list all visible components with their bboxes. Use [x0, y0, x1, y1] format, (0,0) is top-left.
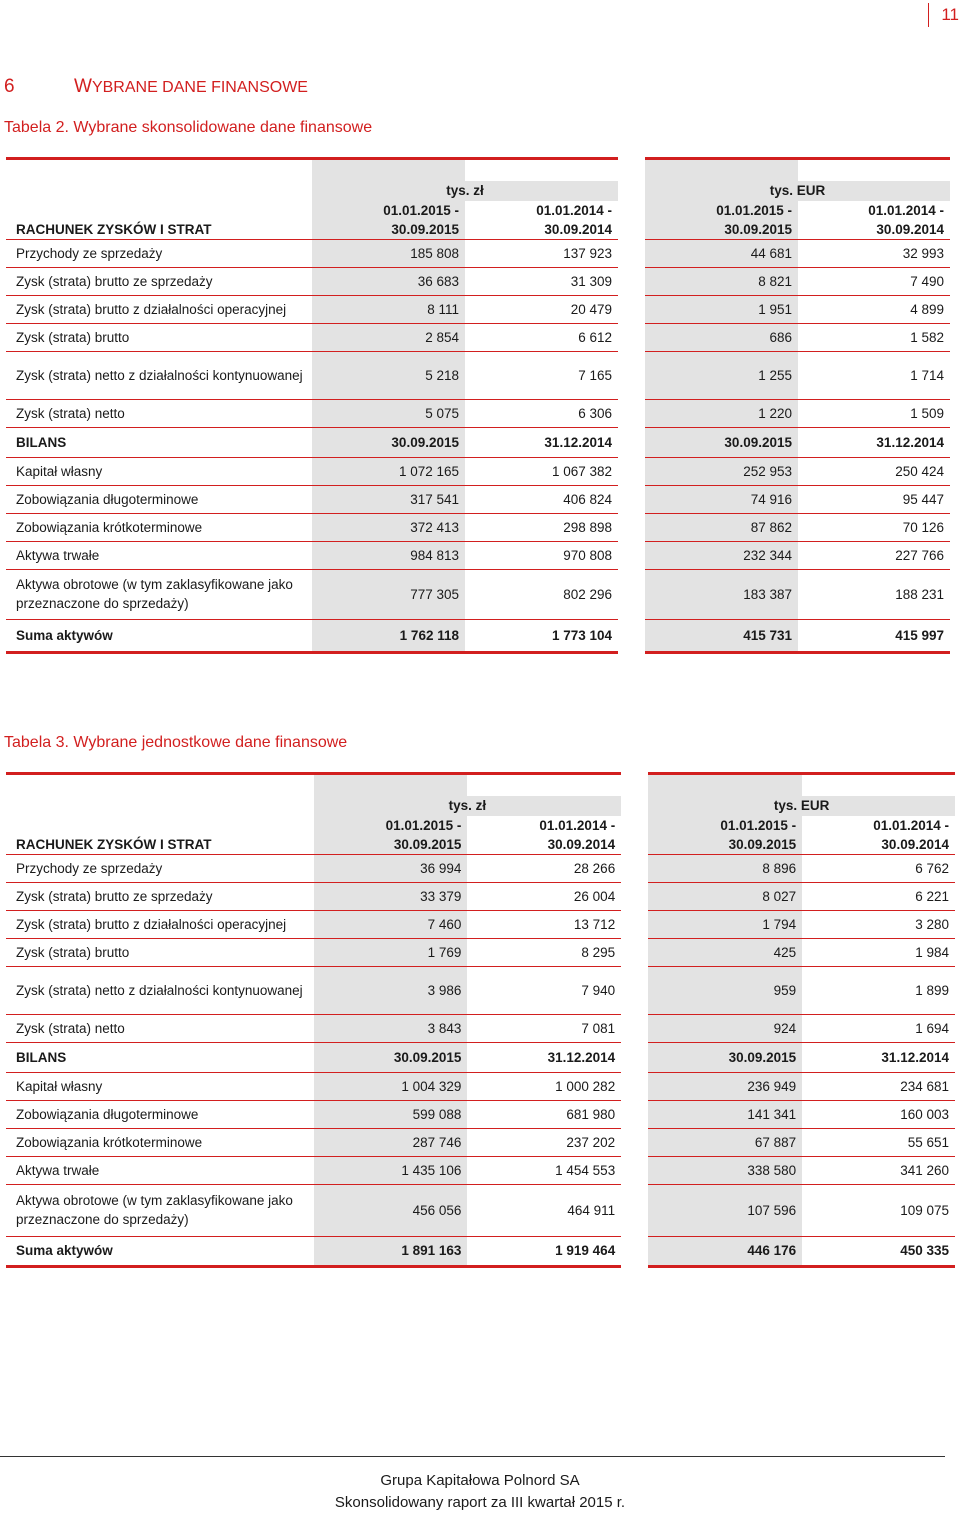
balance-row [6, 1156, 955, 1184]
row-value: 74 916 [645, 485, 798, 513]
row-value: 406 824 [465, 485, 618, 513]
consolidated-financial-table [6, 157, 950, 654]
income-row [6, 882, 955, 910]
row-value: 32 993 [798, 239, 950, 267]
total-value: 1 762 118 [312, 619, 465, 652]
row-value: 959 [648, 966, 802, 1014]
row-value: 160 003 [802, 1100, 955, 1128]
row-value: 1 255 [645, 351, 798, 399]
row-label: Zysk (strata) brutto [6, 938, 314, 966]
row-label: Aktywa trwałe [6, 1156, 314, 1184]
row-value: 7 940 [467, 966, 621, 1014]
balance-row [6, 1128, 955, 1156]
row-value: 6 612 [465, 323, 618, 351]
income-row [6, 323, 950, 351]
row-value: 425 [648, 938, 802, 966]
row-value: 237 202 [467, 1128, 621, 1156]
row-value: 33 379 [314, 882, 468, 910]
row-value: 7 081 [467, 1014, 621, 1042]
footer-company: Grupa Kapitałowa Polnord SA [380, 1472, 580, 1489]
row-value: 1 000 282 [467, 1072, 621, 1100]
row-value: 36 994 [314, 854, 468, 882]
row-value: 6 762 [802, 854, 955, 882]
period-header: 01.01.2015 - 30.09.2015 [648, 816, 802, 855]
balance-date: 31.12.2014 [798, 427, 950, 457]
total-value: 1 773 104 [465, 619, 618, 652]
income-row [6, 854, 955, 882]
footer-divider [0, 1456, 945, 1457]
row-value: 137 923 [465, 239, 618, 267]
row-value: 3 986 [314, 966, 468, 1014]
row-label: Zysk (strata) brutto z działalności operacyjnej [6, 295, 312, 323]
period-header: 01.01.2014 - 30.09.2014 [465, 201, 618, 240]
row-value: 7 460 [314, 910, 468, 938]
row-value: 8 111 [312, 295, 465, 323]
balance-header-row [6, 427, 950, 457]
row-value: 5 075 [312, 399, 465, 427]
total-value: 415 731 [645, 619, 798, 652]
row-value: 188 231 [798, 569, 950, 619]
row-value: 599 088 [314, 1100, 468, 1128]
balance-row [6, 485, 950, 513]
period-header: 01.01.2014 - 30.09.2014 [802, 816, 955, 855]
column-gap [621, 910, 648, 938]
row-label: Przychody ze sprzedaży [6, 854, 314, 882]
column-gap [621, 1128, 648, 1156]
total-value: 1 919 464 [467, 1236, 621, 1266]
income-row [6, 910, 955, 938]
row-value: 777 305 [312, 569, 465, 619]
table2-caption: Tabela 2. Wybrane skonsolidowane dane finansowe [4, 119, 373, 136]
row-value: 970 808 [465, 541, 618, 569]
balance-sheet-header: BILANS [6, 427, 312, 457]
period-header-row [6, 201, 950, 240]
row-value: 5 218 [312, 351, 465, 399]
total-value: 450 335 [802, 1236, 955, 1266]
row-value: 7 490 [798, 267, 950, 295]
unit-eur: tys. EUR [645, 181, 950, 201]
column-gap [621, 1184, 648, 1236]
balance-row [6, 1184, 955, 1236]
balance-date: 30.09.2015 [314, 1042, 468, 1072]
row-value: 141 341 [648, 1100, 802, 1128]
row-value: 1 509 [798, 399, 950, 427]
row-label: Przychody ze sprzedaży [6, 239, 312, 267]
row-value: 109 075 [802, 1184, 955, 1236]
unit-header-row [6, 796, 955, 816]
column-gap [618, 457, 645, 485]
row-value: 44 681 [645, 239, 798, 267]
column-gap [618, 399, 645, 427]
row-value: 338 580 [648, 1156, 802, 1184]
row-label: Zobowiązania długoterminowe [6, 1100, 314, 1128]
row-value: 1 951 [645, 295, 798, 323]
balance-date: 31.12.2014 [467, 1042, 621, 1072]
balance-date: 30.09.2015 [312, 427, 465, 457]
balance-header-row [6, 1042, 955, 1072]
income-row [6, 399, 950, 427]
balance-row [6, 513, 950, 541]
row-value: 236 949 [648, 1072, 802, 1100]
income-row [6, 295, 950, 323]
row-label: Kapitał własny [6, 1072, 314, 1100]
row-label: Kapitał własny [6, 457, 312, 485]
row-label: Zobowiązania krótkoterminowe [6, 513, 312, 541]
period-header: 01.01.2014 - 30.09.2014 [467, 816, 621, 855]
unit-eur: tys. EUR [648, 796, 955, 816]
row-value: 7 165 [465, 351, 618, 399]
row-value: 31 309 [465, 267, 618, 295]
column-gap [621, 1072, 648, 1100]
row-value: 1 067 382 [465, 457, 618, 485]
row-value: 298 898 [465, 513, 618, 541]
period-header-row [6, 816, 955, 855]
column-gap [618, 267, 645, 295]
total-label: Suma aktywów [6, 619, 312, 652]
row-value: 8 027 [648, 882, 802, 910]
column-gap [618, 239, 645, 267]
row-value: 3 843 [314, 1014, 468, 1042]
column-gap [618, 569, 645, 619]
section-title-initial: W [74, 76, 92, 97]
total-assets-row [6, 1236, 955, 1266]
balance-row [6, 457, 950, 485]
row-label: Zysk (strata) brutto z działalności operacyjnej [6, 910, 314, 938]
total-value: 446 176 [648, 1236, 802, 1266]
row-value: 1 454 553 [467, 1156, 621, 1184]
page-number: 11 [928, 3, 960, 27]
row-value: 28 266 [467, 854, 621, 882]
row-value: 802 296 [465, 569, 618, 619]
row-value: 317 541 [312, 485, 465, 513]
row-value: 232 344 [645, 541, 798, 569]
row-value: 252 953 [645, 457, 798, 485]
row-value: 8 896 [648, 854, 802, 882]
column-gap [621, 882, 648, 910]
unit-pln: tys. zł [312, 181, 618, 201]
column-gap [618, 351, 645, 399]
total-label: Suma aktywów [6, 1236, 314, 1266]
table3-caption: Tabela 3. Wybrane jednostkowe dane finansowe [4, 734, 348, 751]
footer-report-title: Skonsolidowany raport za III kwartał 2015 r. [334, 1494, 626, 1511]
table-top-rule [6, 774, 955, 796]
row-value: 183 387 [645, 569, 798, 619]
standalone-financial-table [6, 772, 955, 1268]
row-value: 984 813 [312, 541, 465, 569]
balance-row [6, 541, 950, 569]
row-value: 36 683 [312, 267, 465, 295]
row-value: 1 072 165 [312, 457, 465, 485]
row-label: Zysk (strata) brutto ze sprzedaży [6, 267, 312, 295]
income-row [6, 1014, 955, 1042]
section-title [4, 76, 308, 98]
column-gap [618, 513, 645, 541]
row-value: 1 220 [645, 399, 798, 427]
row-value: 1 769 [314, 938, 468, 966]
row-value: 234 681 [802, 1072, 955, 1100]
row-label: Zysk (strata) brutto ze sprzedaży [6, 882, 314, 910]
row-value: 227 766 [798, 541, 950, 569]
row-value: 250 424 [798, 457, 950, 485]
balance-date: 30.09.2015 [645, 427, 798, 457]
row-value: 8 821 [645, 267, 798, 295]
row-value: 341 260 [802, 1156, 955, 1184]
row-value: 1 899 [802, 966, 955, 1014]
column-gap [618, 323, 645, 351]
period-header: 01.01.2015 - 30.09.2015 [645, 201, 798, 240]
row-label: Zysk (strata) netto z działalności kontynuowanej [6, 351, 312, 399]
total-value: 1 891 163 [314, 1236, 468, 1266]
row-value: 464 911 [467, 1184, 621, 1236]
income-row [6, 966, 955, 1014]
balance-date: 31.12.2014 [465, 427, 618, 457]
column-gap [621, 938, 648, 966]
row-value: 686 [645, 323, 798, 351]
row-value: 20 479 [465, 295, 618, 323]
row-value: 67 887 [648, 1128, 802, 1156]
row-value: 13 712 [467, 910, 621, 938]
period-header: 01.01.2014 - 30.09.2014 [798, 201, 950, 240]
income-row [6, 239, 950, 267]
row-value: 26 004 [467, 882, 621, 910]
income-row [6, 267, 950, 295]
row-value: 2 854 [312, 323, 465, 351]
total-value: 415 997 [798, 619, 950, 652]
unit-header-row [6, 181, 950, 201]
column-gap [621, 1100, 648, 1128]
row-value: 1 694 [802, 1014, 955, 1042]
row-value: 1 004 329 [314, 1072, 468, 1100]
row-value: 681 980 [467, 1100, 621, 1128]
balance-date: 31.12.2014 [802, 1042, 955, 1072]
balance-row [6, 1072, 955, 1100]
total-assets-row [6, 619, 950, 652]
column-gap [621, 966, 648, 1014]
row-label: Zobowiązania długoterminowe [6, 485, 312, 513]
row-label: Zysk (strata) netto [6, 399, 312, 427]
balance-row [6, 569, 950, 619]
page-footer [0, 1470, 960, 1514]
row-value: 372 413 [312, 513, 465, 541]
period-header: 01.01.2015 - 30.09.2015 [312, 201, 465, 240]
table-top-rule [6, 159, 950, 181]
row-value: 6 306 [465, 399, 618, 427]
column-gap [618, 541, 645, 569]
income-statement-header: RACHUNEK ZYSKÓW I STRAT [6, 201, 312, 240]
row-label: Zysk (strata) brutto [6, 323, 312, 351]
column-gap [621, 1014, 648, 1042]
row-value: 1 794 [648, 910, 802, 938]
column-gap [621, 1156, 648, 1184]
balance-date: 30.09.2015 [648, 1042, 802, 1072]
unit-pln: tys. zł [314, 796, 622, 816]
row-value: 70 126 [798, 513, 950, 541]
row-value: 924 [648, 1014, 802, 1042]
row-value: 107 596 [648, 1184, 802, 1236]
row-value: 8 295 [467, 938, 621, 966]
row-label: Aktywa obrotowe (w tym zaklasyfikowane jako przeznaczone do sprzedaży) [6, 569, 312, 619]
row-label: Zysk (strata) netto [6, 1014, 314, 1042]
period-header: 01.01.2015 - 30.09.2015 [314, 816, 468, 855]
balance-row [6, 1100, 955, 1128]
row-label: Aktywa trwałe [6, 541, 312, 569]
row-value: 456 056 [314, 1184, 468, 1236]
row-value: 287 746 [314, 1128, 468, 1156]
row-value: 4 899 [798, 295, 950, 323]
section-title-rest: YBRANE DANE FINANSOWE [91, 79, 308, 96]
row-label: Aktywa obrotowe (w tym zaklasyfikowane jako przeznaczone do sprzedaży) [6, 1184, 314, 1236]
row-value: 3 280 [802, 910, 955, 938]
income-row [6, 351, 950, 399]
row-value: 1 435 106 [314, 1156, 468, 1184]
section-number: 6 [4, 76, 15, 97]
row-value: 55 651 [802, 1128, 955, 1156]
balance-sheet-header: BILANS [6, 1042, 314, 1072]
row-label: Zysk (strata) netto z działalności kontynuowanej [6, 966, 314, 1014]
row-value: 1 714 [798, 351, 950, 399]
row-value: 95 447 [798, 485, 950, 513]
row-value: 185 808 [312, 239, 465, 267]
row-value: 87 862 [645, 513, 798, 541]
income-statement-header: RACHUNEK ZYSKÓW I STRAT [6, 816, 314, 855]
row-value: 1 984 [802, 938, 955, 966]
row-value: 6 221 [802, 882, 955, 910]
column-gap [618, 295, 645, 323]
income-row [6, 938, 955, 966]
row-label: Zobowiązania krótkoterminowe [6, 1128, 314, 1156]
row-value: 1 582 [798, 323, 950, 351]
column-gap [621, 854, 648, 882]
column-gap [618, 485, 645, 513]
